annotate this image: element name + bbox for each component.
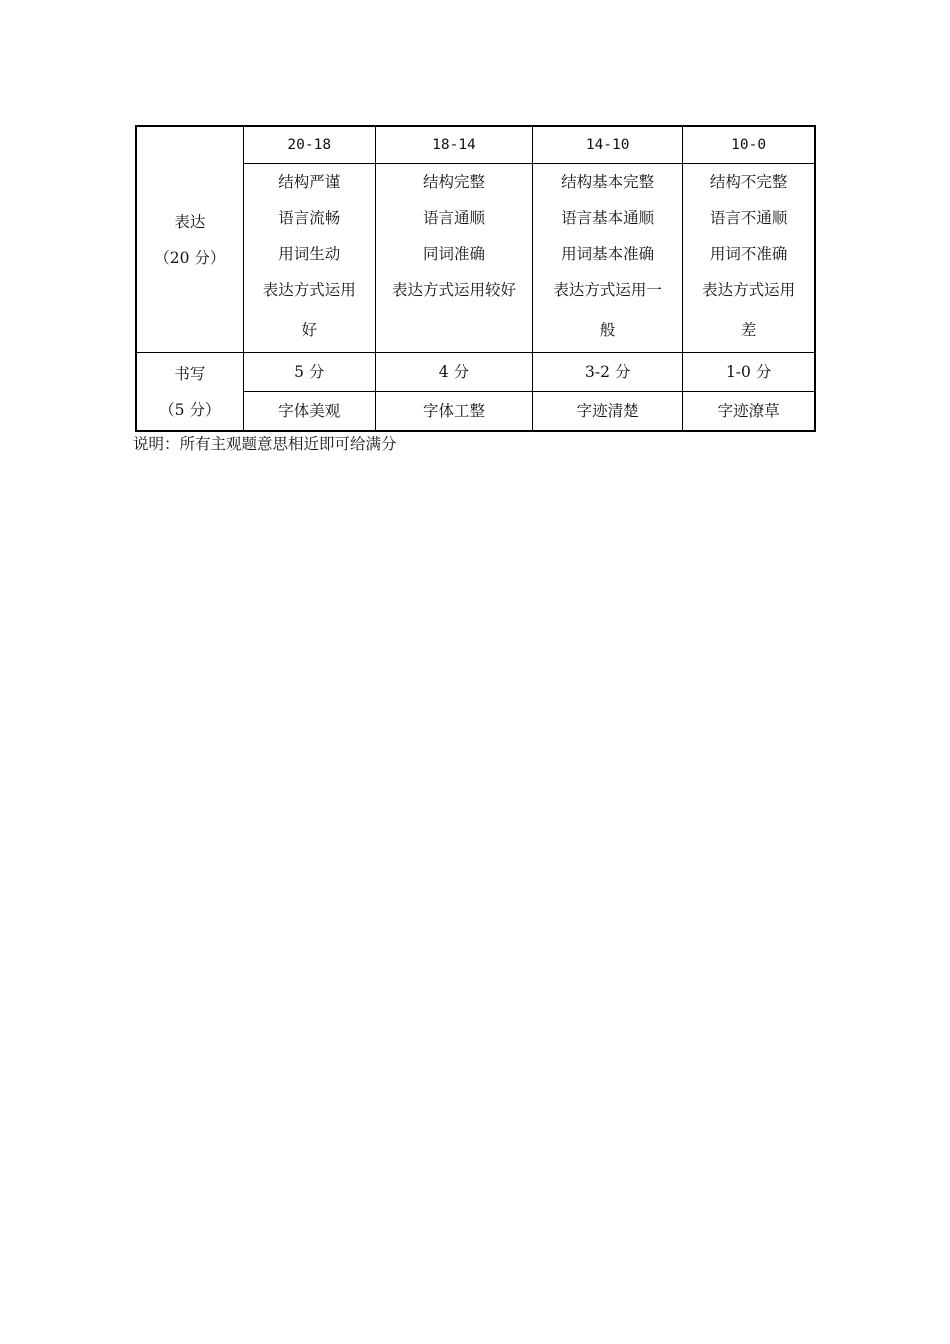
writing-score-row [136, 353, 815, 392]
writing-score-1: 5 分 [243, 353, 375, 392]
scoring-rubric-table [135, 125, 816, 432]
desc-line: 表达方式运用较好 [391, 281, 516, 299]
expression-range-2: 18-14 [375, 126, 532, 164]
scoring-note: 说明：所有主观题意思相近即可给满分 [133, 435, 397, 453]
desc-line: 语言通顺 [422, 209, 485, 227]
writing-desc-4: 字迹潦草 [683, 392, 815, 432]
expression-desc-cell-2 [375, 164, 532, 353]
expression-desc-cell-3 [533, 164, 683, 353]
desc-line: 表达方式运用一 [553, 281, 662, 299]
desc-line: 结构完整 [422, 173, 485, 191]
desc-line: 用词生动 [278, 245, 341, 263]
desc-line: 同词准确 [422, 245, 485, 263]
expression-range-4: 10-0 [683, 126, 815, 164]
desc-line: 表达方式运用 [262, 281, 356, 299]
expression-category: 表达 [174, 212, 206, 231]
expression-desc-cell-4 [683, 164, 815, 353]
writing-category: 书写 [174, 364, 206, 383]
expression-desc-cell-1 [243, 164, 375, 353]
writing-points: （5 分） [159, 400, 221, 419]
desc-line: 结构严谨 [278, 173, 341, 191]
desc-line: 语言流畅 [278, 209, 341, 227]
writing-category-cell [136, 353, 243, 432]
desc-line: 用词基本准确 [561, 245, 655, 263]
writing-score-3: 3-2 分 [533, 353, 683, 392]
desc-line: 用词不准确 [709, 245, 788, 263]
desc-line: 般 [599, 321, 616, 339]
writing-desc-1: 字体美观 [243, 392, 375, 432]
writing-desc-2: 字体工整 [375, 392, 532, 432]
desc-line: 表达方式运用 [702, 281, 796, 299]
desc-line: 结构基本完整 [561, 173, 655, 191]
desc-line: 结构不完整 [709, 173, 788, 191]
desc-line: 语言基本通顺 [561, 209, 655, 227]
writing-score-4: 1-0 分 [683, 353, 815, 392]
desc-line: 差 [740, 321, 757, 339]
desc-line: 语言不通顺 [709, 209, 788, 227]
expression-range-3: 14-10 [533, 126, 683, 164]
expression-range-row [136, 126, 815, 164]
desc-line: 好 [301, 321, 317, 339]
writing-desc-3: 字迹清楚 [533, 392, 683, 432]
expression-range-1: 20-18 [243, 126, 375, 164]
expression-points: （20 分） [154, 248, 226, 267]
expression-category-cell [136, 126, 243, 353]
writing-score-2: 4 分 [375, 353, 532, 392]
